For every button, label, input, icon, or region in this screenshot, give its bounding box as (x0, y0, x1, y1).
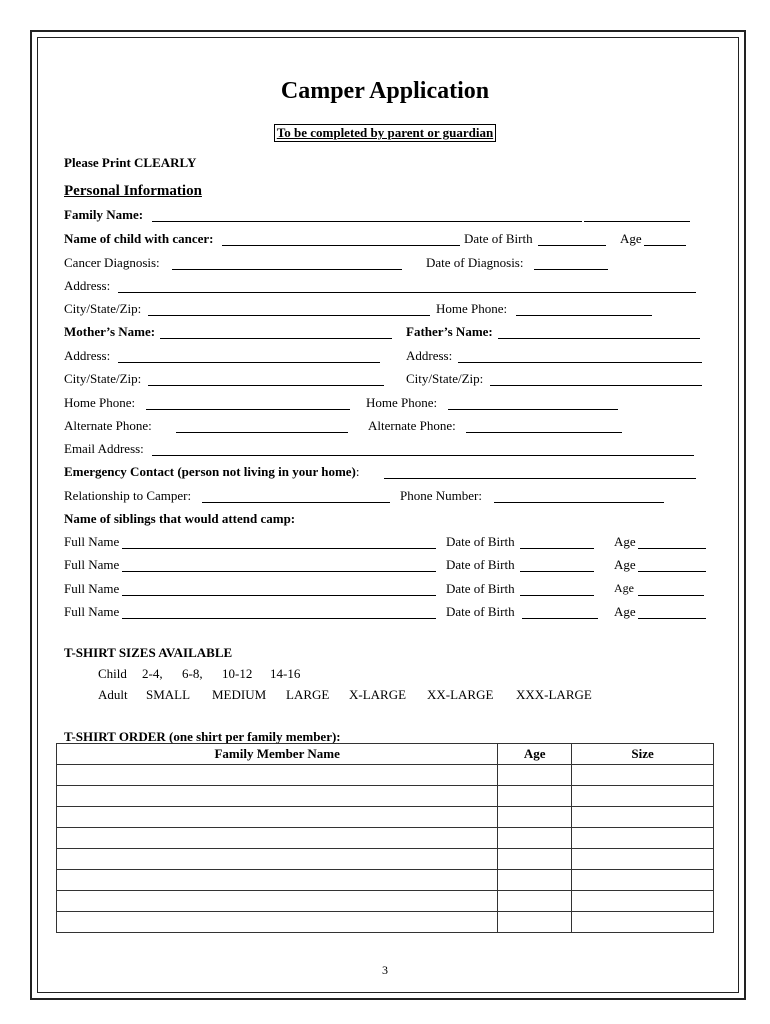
city-state-zip-label: City/State/Zip: (64, 301, 142, 316)
child-dob-field[interactable] (538, 245, 606, 246)
email-label: Email Address: (64, 441, 144, 456)
city-state-zip-field[interactable] (148, 315, 430, 316)
table-row (57, 912, 714, 933)
sibling-dob-field[interactable] (522, 618, 598, 619)
table-row (57, 807, 714, 828)
table-row (57, 849, 714, 870)
size-cell[interactable] (572, 786, 714, 807)
child-name-field[interactable] (222, 245, 460, 246)
emergency-phone-field[interactable] (494, 502, 664, 503)
emergency-phone-label: Phone Number: (400, 488, 482, 503)
child-size-option: 10-12 (222, 666, 253, 681)
name-cell[interactable] (57, 828, 498, 849)
family-name-field-2[interactable] (584, 221, 690, 222)
sibling-dob-field[interactable] (520, 548, 594, 549)
father-address-field[interactable] (458, 362, 702, 363)
family-member-name-header: Family Member Name (57, 744, 498, 765)
adult-size-option: X-LARGE (349, 687, 407, 702)
home-phone-field[interactable] (516, 315, 652, 316)
name-cell[interactable] (57, 786, 498, 807)
sibling-name-field[interactable] (122, 618, 436, 619)
mother-alt-phone-field[interactable] (176, 432, 348, 433)
sibling-name-field[interactable] (122, 548, 436, 549)
sibling-age-field[interactable] (638, 548, 706, 549)
subtitle: To be completed by parent or guardian (274, 124, 496, 142)
mother-name-field[interactable] (160, 338, 392, 339)
father-city-field[interactable] (490, 385, 702, 386)
name-cell[interactable] (57, 870, 498, 891)
emergency-contact-field[interactable] (384, 478, 696, 479)
mother-alt-phone-label: Alternate Phone: (64, 418, 152, 433)
sibling-age-label: Age (614, 604, 636, 619)
family-name-field[interactable] (152, 221, 582, 222)
sibling-name-field[interactable] (122, 595, 436, 596)
page-number: 3 (382, 963, 388, 977)
age-cell[interactable] (498, 891, 572, 912)
sibling-dob-label: Date of Birth (446, 557, 515, 572)
mother-home-phone-label: Home Phone: (64, 395, 136, 410)
page-title: Camper Application (280, 78, 490, 104)
home-phone-label: Home Phone: (436, 301, 508, 316)
sibling-dob-field[interactable] (520, 571, 594, 572)
mother-name-label: Mother’s Name: (64, 324, 156, 339)
sibling-dob-field[interactable] (520, 595, 594, 596)
name-cell[interactable] (57, 765, 498, 786)
adult-size-option: SMALL (146, 687, 191, 702)
size-cell[interactable] (572, 765, 714, 786)
age-cell[interactable] (498, 807, 572, 828)
child-age-field[interactable] (644, 245, 686, 246)
father-alt-phone-field[interactable] (466, 432, 622, 433)
table-row (57, 765, 714, 786)
siblings-heading: Name of siblings that would attend camp: (64, 511, 296, 526)
father-name-field[interactable] (498, 338, 700, 339)
adult-size-option: XXX-LARGE (516, 687, 592, 702)
sibling-name-label: Full Name (64, 534, 120, 549)
address-field[interactable] (118, 292, 696, 293)
family-name-label: Family Name: (64, 207, 144, 222)
cancer-diagnosis-field[interactable] (172, 269, 402, 270)
tshirt-order-heading: T-SHIRT ORDER (one shirt per family member): (64, 729, 341, 744)
subtitle-wrap (0, 124, 770, 142)
sibling-dob-label: Date of Birth (446, 581, 515, 596)
size-cell[interactable] (572, 828, 714, 849)
sibling-dob-label: Date of Birth (446, 534, 515, 549)
father-home-phone-field[interactable] (448, 409, 618, 410)
age-cell[interactable] (498, 912, 572, 933)
mother-city-field[interactable] (148, 385, 384, 386)
mother-address-field[interactable] (118, 362, 380, 363)
child-sizes-label: Child (98, 666, 127, 681)
date-of-diagnosis-label: Date of Diagnosis: (426, 255, 524, 270)
print-instruction: Please Print CLEARLY (64, 155, 197, 170)
adult-sizes-label: Adult (98, 687, 128, 702)
child-size-option: 2-4, (142, 666, 163, 681)
table-row (57, 891, 714, 912)
adult-size-option: MEDIUM (212, 687, 267, 702)
sibling-dob-label: Date of Birth (446, 604, 515, 619)
age-header: Age (498, 744, 572, 765)
table-row (57, 870, 714, 891)
emergency-contact-text: Emergency Contact (person not living in your home) (64, 464, 356, 479)
relationship-field[interactable] (202, 502, 390, 503)
father-name-label: Father’s Name: (406, 324, 493, 339)
sibling-age-field[interactable] (638, 618, 706, 619)
date-of-diagnosis-field[interactable] (534, 269, 608, 270)
table-header-row (57, 744, 714, 765)
adult-size-option: XX-LARGE (427, 687, 494, 702)
size-cell[interactable] (572, 870, 714, 891)
personal-info-heading: Personal Information (64, 183, 202, 199)
mother-city-label: City/State/Zip: (64, 371, 142, 386)
sibling-age-field[interactable] (638, 571, 706, 572)
sibling-age-label: Age (614, 534, 636, 549)
name-cell[interactable] (57, 912, 498, 933)
relationship-label: Relationship to Camper: (64, 488, 192, 503)
size-cell[interactable] (572, 912, 714, 933)
father-address-label: Address: (406, 348, 453, 363)
sibling-name-field[interactable] (122, 571, 436, 572)
size-header: Size (572, 744, 714, 765)
age-cell[interactable] (498, 870, 572, 891)
child-dob-label: Date of Birth (464, 231, 533, 246)
table-row (57, 786, 714, 807)
child-name-label: Name of child with cancer: (64, 231, 214, 246)
sibling-name-label: Full Name (64, 581, 120, 596)
age-cell[interactable] (498, 828, 572, 849)
tshirt-order-table (56, 743, 714, 933)
child-age-label: Age (620, 231, 642, 246)
age-cell[interactable] (498, 849, 572, 870)
sibling-name-label: Full Name (64, 557, 120, 572)
father-home-phone-label: Home Phone: (366, 395, 438, 410)
size-cell[interactable] (572, 891, 714, 912)
emergency-contact-label (64, 464, 360, 480)
tshirt-sizes-heading: T-SHIRT SIZES AVAILABLE (64, 645, 233, 660)
age-cell[interactable] (498, 786, 572, 807)
sibling-age-label: Age (614, 557, 636, 572)
name-cell[interactable] (57, 891, 498, 912)
name-cell[interactable] (57, 849, 498, 870)
size-cell[interactable] (572, 807, 714, 828)
child-size-option: 6-8, (182, 666, 203, 681)
name-cell[interactable] (57, 807, 498, 828)
child-size-option: 14-16 (270, 666, 301, 681)
sibling-age-field[interactable] (638, 595, 704, 596)
mother-address-label: Address: (64, 348, 111, 363)
sibling-age-label: Age (614, 581, 634, 595)
age-cell[interactable] (498, 765, 572, 786)
mother-home-phone-field[interactable] (146, 409, 350, 410)
table-row (57, 828, 714, 849)
emergency-colon: : (355, 464, 360, 479)
email-field[interactable] (152, 455, 694, 456)
adult-size-option: LARGE (286, 687, 330, 702)
sibling-name-label: Full Name (64, 604, 120, 619)
address-label: Address: (64, 278, 111, 293)
cancer-diagnosis-label: Cancer Diagnosis: (64, 255, 160, 270)
father-city-label: City/State/Zip: (406, 371, 484, 386)
father-alt-phone-label: Alternate Phone: (368, 418, 456, 433)
size-cell[interactable] (572, 849, 714, 870)
